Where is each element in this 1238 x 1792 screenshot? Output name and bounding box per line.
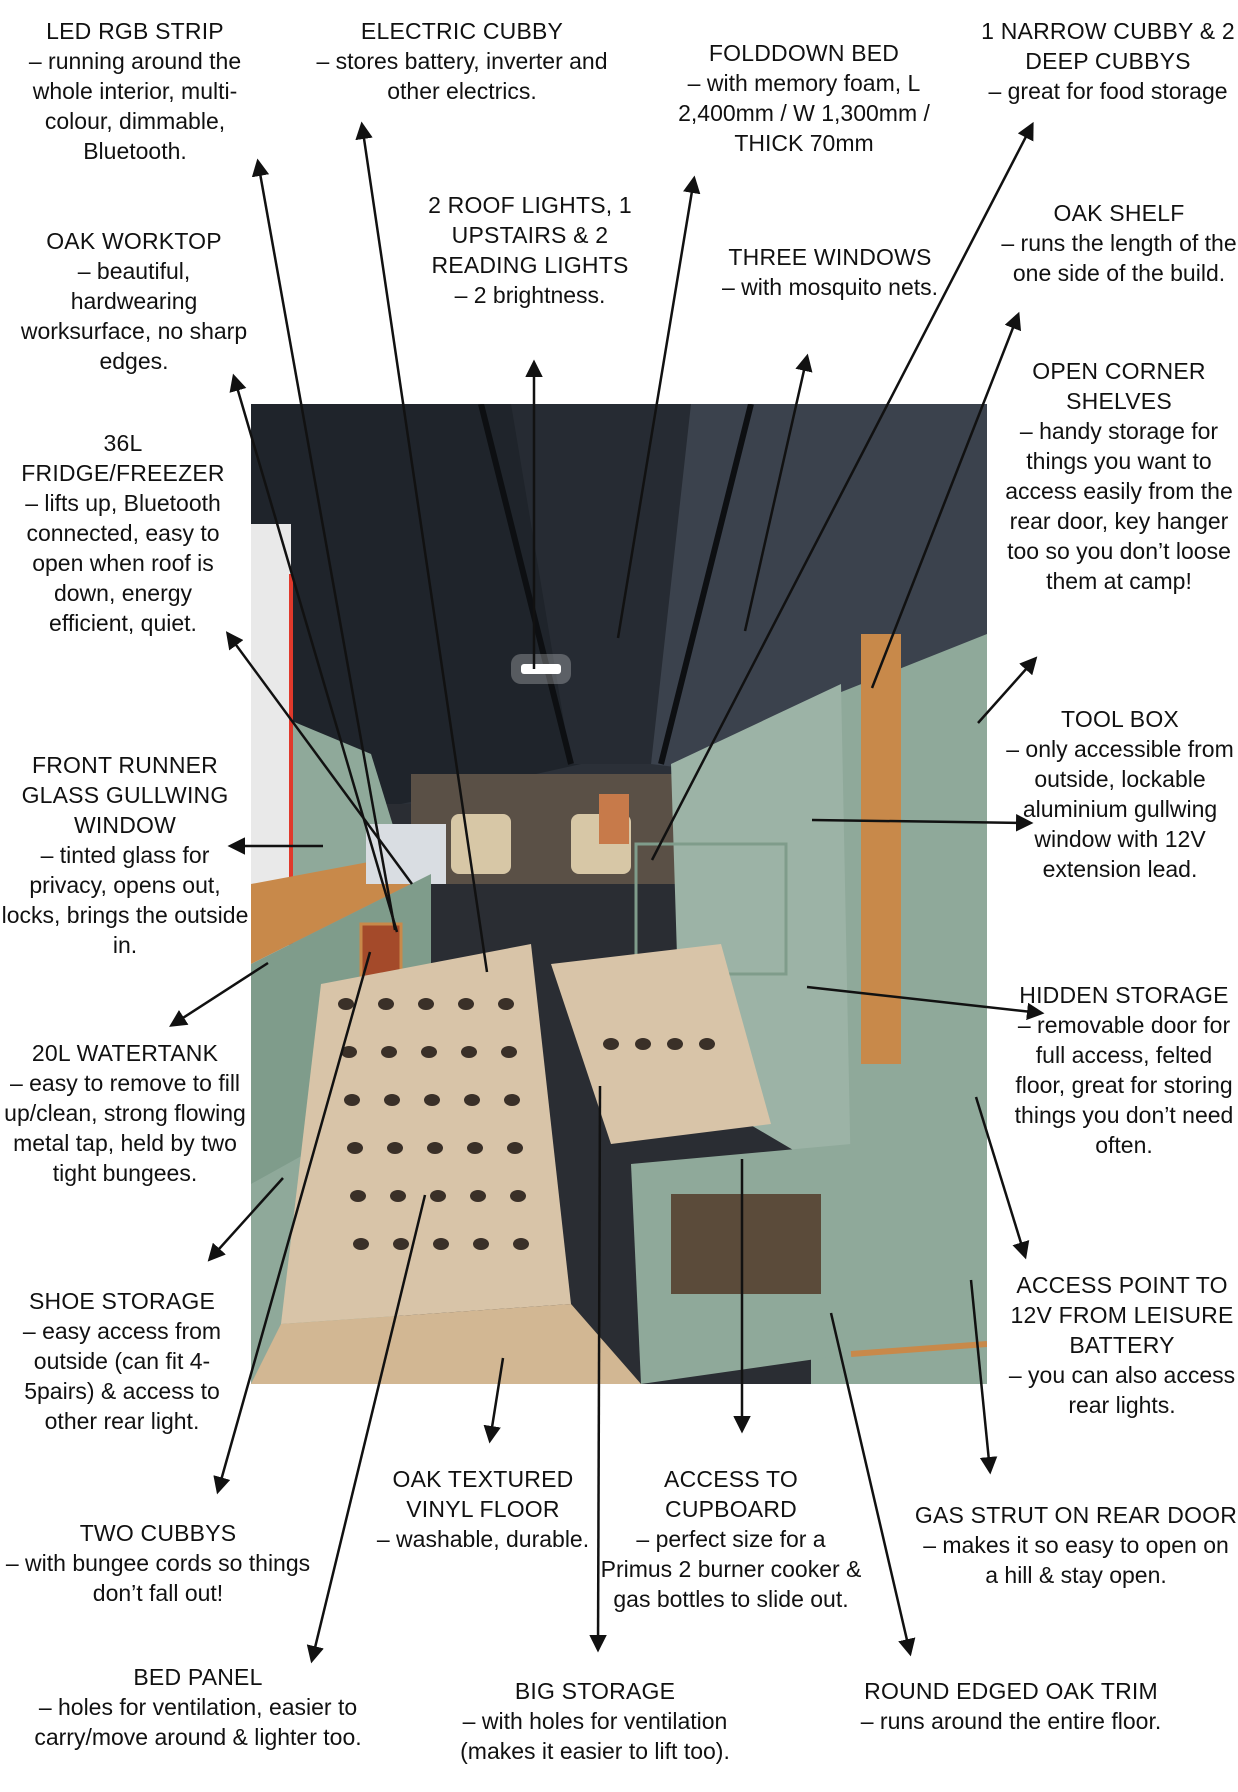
ventilation-hole [473,1238,489,1250]
label-electric-cubby [288,16,636,106]
ventilation-hole [504,1094,520,1106]
label-access-cupboard [600,1464,862,1614]
ventilation-hole [433,1238,449,1250]
label-title: 2 ROOF LIGHTS, 1 UPSTAIRS & 2 READING LIGHTS [428,192,632,278]
label-desc: – runs the length of the one side of the build. [1001,230,1237,286]
label-title: LED RGB STRIP [46,18,224,44]
ventilation-hole [464,1094,480,1106]
ventilation-hole [424,1094,440,1106]
label-title: ACCESS TO CUPBOARD [664,1466,798,1522]
ventilation-hole [507,1142,523,1154]
label-desc: – only accessible from outside, lockable aluminium gullwing window with 12V extension lead. [1006,736,1234,882]
label-desc: – with bungee cords so things don’t fall out! [5,1550,311,1606]
label-desc: – you can also access rear lights. [1008,1362,1236,1418]
label-watertank [0,1038,250,1188]
ventilation-hole [427,1142,443,1154]
label-desc: – easy to remove to fill up/clean, strong flowing metal tap, held by two tight bungees. [4,1070,246,1186]
ventilation-hole [470,1190,486,1202]
ventilation-hole [461,1046,477,1058]
label-title: FRONT RUNNER GLASS GULLWING WINDOW [21,752,229,838]
label-desc: – holes for ventilation, easier to carry/move around & lighter too. [34,1694,362,1750]
corner-shelves [861,634,901,1064]
cupboard-opening [671,1194,821,1294]
ventilation-hole [353,1238,369,1250]
label-big-storage [430,1676,760,1766]
label-led-rgb-strip [0,16,270,166]
label-desc: – running around the whole interior, multi-colour, dimmable, Bluetooth. [28,48,242,164]
label-desc: – with mosquito nets. [721,274,939,300]
label-title: OAK SHELF [1053,200,1185,226]
label-access-point-12v [1006,1270,1238,1420]
ventilation-hole [341,1046,357,1058]
label-title: ELECTRIC CUBBY [360,18,564,44]
label-gas-strut [914,1500,1238,1590]
ventilation-hole [458,998,474,1010]
ventilation-hole [467,1142,483,1154]
label-oak-shelf [1000,198,1238,288]
label-roof-lights [412,190,648,310]
label-title: TOOL BOX [1061,706,1179,732]
label-shoe-storage [4,1286,240,1436]
ventilation-hole [378,998,394,1010]
ventilation-hole [338,998,354,1010]
label-oak-trim [826,1676,1196,1736]
label-three-windows [700,242,960,302]
label-oak-worktop [20,226,248,376]
label-title: 20L WATERTANK [31,1040,219,1066]
van-interior-photo [251,404,987,1384]
label-desc: – easy access from outside (can fit 4-5pairs) & access to other rear light. [22,1318,222,1434]
ventilation-hole [418,998,434,1010]
label-title: GAS STRUT ON REAR DOOR [914,1502,1238,1528]
label-title: 36L FRIDGE/FREEZER [21,430,225,486]
ventilation-hole [393,1238,409,1250]
ventilation-hole [381,1046,397,1058]
label-title: TWO CUBBYS [79,1520,237,1546]
label-desc: – makes it so easy to open on a hill & stay open. [923,1532,1229,1588]
label-desc: – with holes for ventilation (makes it easier to lift too). [460,1708,730,1764]
label-title: FOLDDOWN BED [708,40,900,66]
label-hidden-storage [1010,980,1238,1160]
ventilation-hole [387,1142,403,1154]
label-vinyl-floor [370,1464,596,1554]
label-two-cubbys [0,1518,316,1608]
label-bed-panel [0,1662,396,1752]
fridge [366,824,446,884]
ventilation-hole [390,1190,406,1202]
label-fridge-freezer [10,428,236,638]
ventilation-hole [501,1046,517,1058]
label-desc: – removable door for full access, felted floor, great for storing things you don’t need often. [1014,1012,1234,1158]
ventilation-hole [430,1190,446,1202]
ventilation-hole [347,1142,363,1154]
label-desc: – lifts up, Bluetooth connected, easy to open when roof is down, energy efficient, quiet. [25,490,221,636]
label-gullwing-window [0,750,250,960]
label-title: HIDDEN STORAGE [1019,982,1229,1008]
label-desc: – runs around the entire floor. [860,1708,1162,1734]
label-desc: – stores battery, inverter and other electrics. [316,48,608,104]
label-folddown-bed [648,38,960,158]
label-title: BIG STORAGE [514,1678,676,1704]
label-tool-box [1002,704,1238,884]
ventilation-hole [667,1038,683,1050]
label-desc: – great for food storage [988,78,1228,104]
label-desc: – with memory foam, L 2,400mm / W 1,300mm / THICK 70mm [678,70,930,156]
ventilation-hole [421,1046,437,1058]
label-title: OPEN CORNER SHELVES [1032,358,1206,414]
label-desc: – 2 brightness. [454,282,606,308]
label-desc: – beautiful, hardwearing worksurface, no sharp edges. [20,258,248,374]
label-desc: – handy storage for things you want to access easily from the rear door, key hanger too so you don’t loose them at camp! [1005,418,1233,594]
ventilation-hole [384,1094,400,1106]
ventilation-hole [603,1038,619,1050]
label-title: OAK TEXTURED VINYL FLOOR [392,1466,574,1522]
ventilation-hole [699,1038,715,1050]
ventilation-hole [350,1190,366,1202]
label-title: 1 NARROW CUBBY & 2 DEEP CUBBYS [981,18,1235,74]
ventilation-hole [513,1238,529,1250]
label-title: BED PANEL [133,1664,263,1690]
label-title: SHOE STORAGE [28,1288,216,1314]
label-desc: – tinted glass for privacy, opens out, locks, brings the outside in. [1,842,249,958]
ventilation-hole [635,1038,651,1050]
label-title: THREE WINDOWS [728,244,932,270]
label-title: OAK WORKTOP [46,228,222,254]
ventilation-hole [344,1094,360,1106]
label-cubbys [978,16,1238,106]
ventilation-hole [498,998,514,1010]
label-desc: – washable, durable. [376,1526,590,1552]
cab-seat-left [451,814,511,874]
ventilation-hole [510,1190,526,1202]
label-desc: – perfect size for a Primus 2 burner cooker & gas bottles to slide out. [600,1526,862,1612]
label-open-corner-shelves [1000,356,1238,596]
label-title: ACCESS POINT TO 12V FROM LEISURE BATTERY [1010,1272,1234,1358]
label-title: ROUND EDGED OAK TRIM [864,1678,1158,1704]
